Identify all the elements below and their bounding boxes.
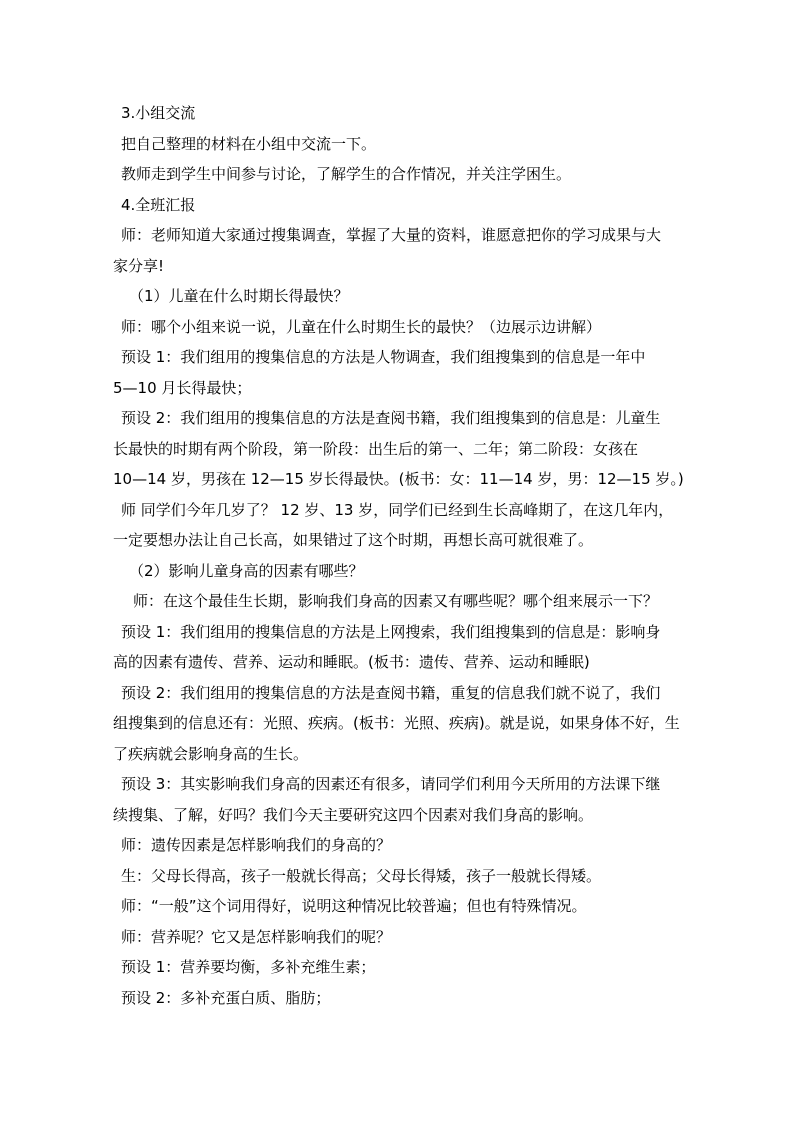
paragraph-line: 教师走到学生中间参与讨论，了解学生的合作情况，并关注学困生。 <box>121 165 572 183</box>
paragraph-line: 家分享! <box>113 256 165 275</box>
paragraph-line: 组搜集到的信息还有：光照、疾病。(板书：光照、疾病)。就是说，如果身体不好，生 <box>113 714 680 732</box>
paragraph-line: 续搜集、了解，好吗？我们今天主要研究这四个因素对我们身高的影响。 <box>113 805 594 824</box>
paragraph-line: 一定要想办法让自己长高，如果错过了这个时期，再想长高可就很难了。 <box>113 531 594 549</box>
paragraph-line: 5—10 月长得最快； <box>113 378 252 397</box>
paragraph-line: 预设 2：多补充蛋白质、脂肪； <box>121 988 331 1007</box>
paragraph-line: 生：父母长得高，孩子一般就长得高；父母长得矮，孩子一般就长得矮。 <box>121 866 602 885</box>
paragraph-line: 师 同学们今年几岁了？ 12 岁、13 岁，同学们已经到生长高峰期了，在这几年内， <box>121 500 674 519</box>
paragraph-line: 师：哪个小组来说一说，儿童在什么时期生长的最快？（边展示边讲解） <box>121 317 602 336</box>
subheading-fastest-growth: （1）儿童在什么时期长得最快？ <box>129 287 349 305</box>
paragraph-line: 师：老师知道大家通过搜集调查，掌握了大量的资料，谁愿意把你的学习成果与大 <box>121 226 662 244</box>
paragraph-line: 师：营养呢？它又是怎样影响我们的呢？ <box>121 927 392 946</box>
paragraph-line: 预设 1：我们组用的搜集信息的方法是上网搜索，我们组搜集到的信息是：影响身 <box>121 622 661 641</box>
paragraph-line: 把自己整理的材料在小组中交流一下。 <box>121 134 377 153</box>
paragraph-line: 师：在这个最佳生长期，影响我们身高的因素又有哪些呢？哪个组来展示一下？ <box>133 592 659 610</box>
subheading-height-factors: （2）影响儿童身高的因素有哪些？ <box>129 561 364 580</box>
paragraph-line: 预设 1：营养要均衡，多补充维生素； <box>121 958 376 976</box>
paragraph-line: 10—14 岁，男孩在 12—15 岁长得最快。(板书：女：11—14 岁，男：12—15 岁。) <box>113 470 684 488</box>
paragraph-line: 高的因素有遗传、营养、运动和睡眠。(板书：遗传、营养、运动和睡眠) <box>113 653 590 671</box>
paragraph-line: 预设 3：其实影响我们身高的因素还有很多，请同学们利用今天所用的方法课下继 <box>121 775 661 793</box>
paragraph-line: 长最快的时期有两个阶段，第一阶段：出生后的第一、二年；第二阶段：女孩在 <box>113 439 639 458</box>
paragraph-line: 师：遗传因素是怎样影响我们的身高的？ <box>121 836 392 854</box>
paragraph-line: 师：“一般”这个词用得好，说明这种情况比较普遍；但也有特殊情况。 <box>121 897 587 915</box>
section-heading-class-report: 4.全班汇报 <box>121 195 196 214</box>
paragraph-line: 预设 1：我们组用的搜集信息的方法是人物调查，我们组搜集到的信息是一年中 <box>121 348 646 366</box>
section-heading-group-exchange: 3.小组交流 <box>121 104 196 122</box>
paragraph-line: 预设 2：我们组用的搜集信息的方法是查阅书籍，我们组搜集到的信息是：儿童生 <box>121 409 661 427</box>
paragraph-line: 预设 2：我们组用的搜集信息的方法是查阅书籍，重复的信息我们就不说了，我们 <box>121 683 661 702</box>
document-body <box>113 98 703 1013</box>
paragraph-line: 了疾病就会影响身高的生长。 <box>113 744 309 763</box>
